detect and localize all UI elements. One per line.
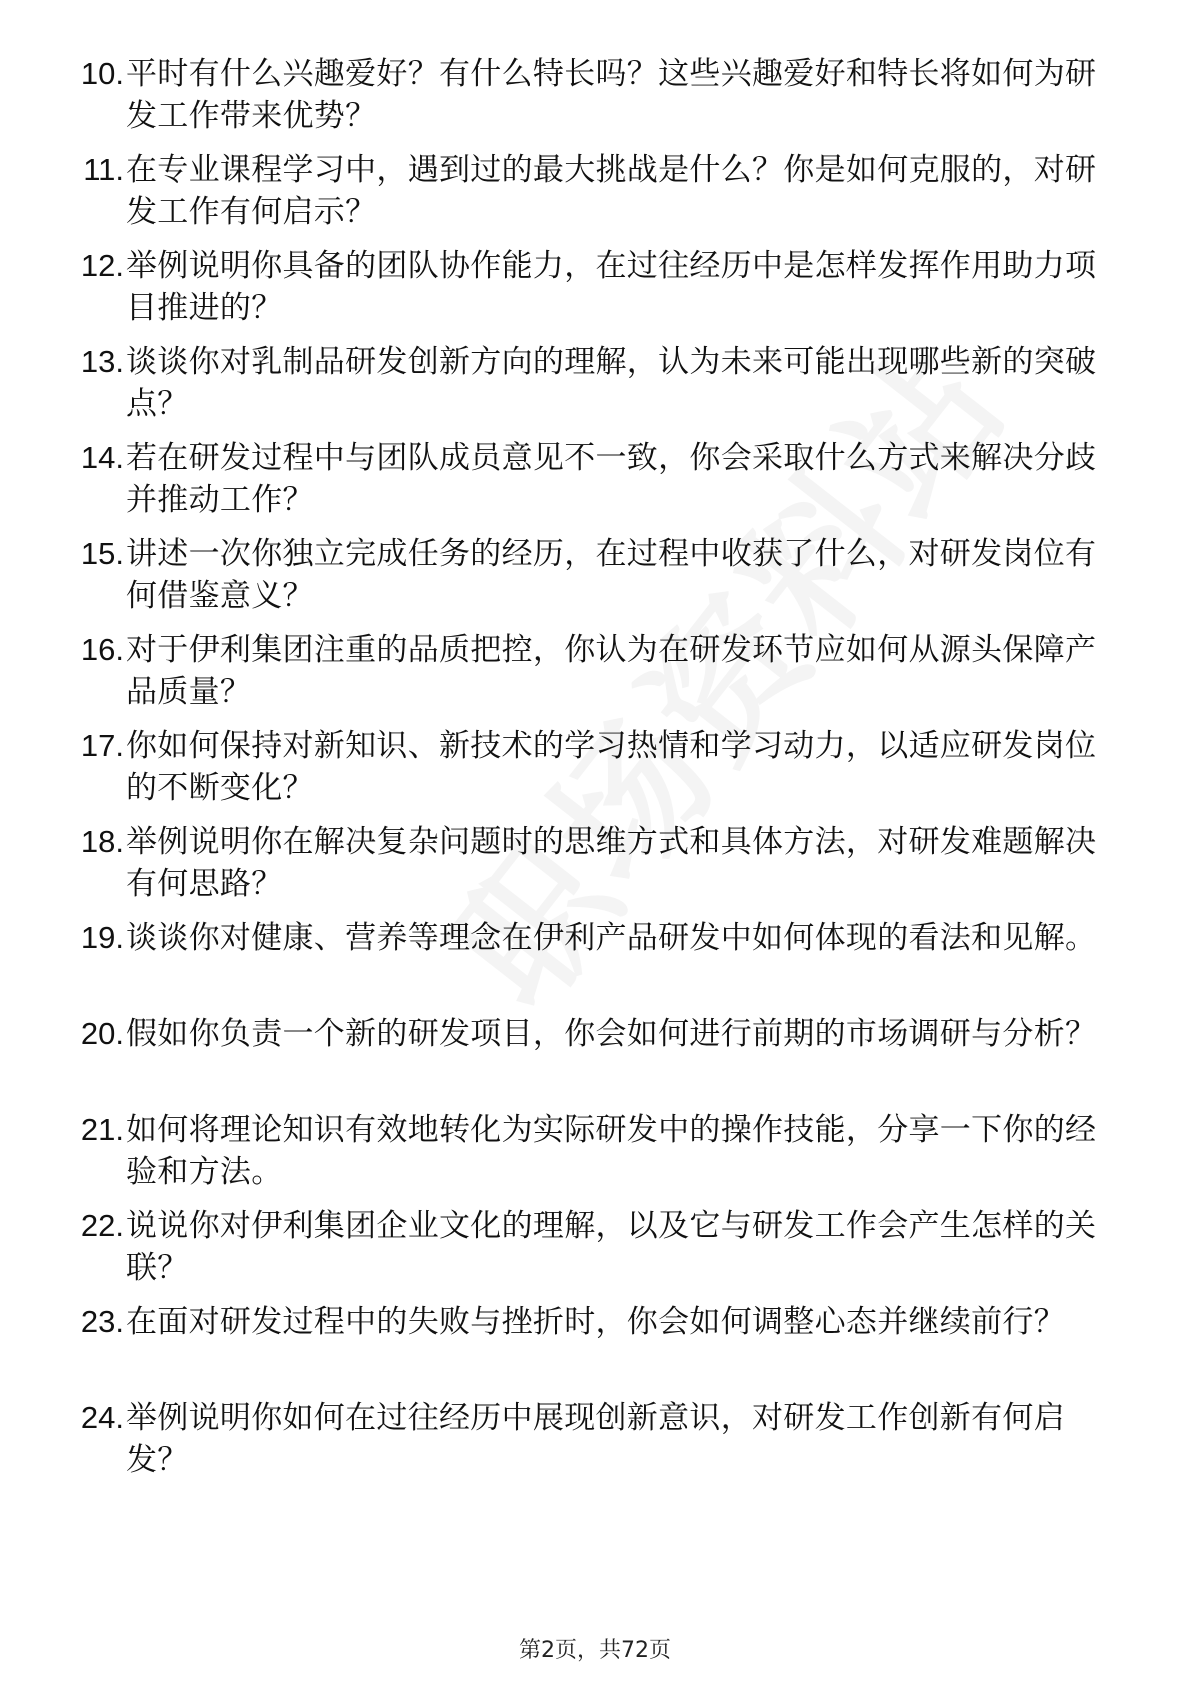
- question-text: 对于伊利集团注重的品质把控，你认为在研发环节应如何从源头保障产品质量？: [126, 632, 1097, 710]
- question-number: 22.: [80, 1208, 124, 1243]
- question-text: 你如何保持对新知识、新技术的学习热情和学习动力，以适应研发岗位的不断变化？: [126, 728, 1097, 806]
- question-text: 举例说明你具备的团队协作能力，在过往经历中是怎样发挥作用助力项目推进的？: [126, 248, 1097, 326]
- question-text: 讲述一次你独立完成任务的经历，在过程中收获了什么，对研发岗位有何借鉴意义？: [126, 536, 1097, 614]
- question-text: 在面对研发过程中的失败与挫折时，你会如何调整心态并继续前行？: [126, 1304, 1065, 1340]
- question-number: 14.: [80, 440, 124, 475]
- question-text: 谈谈你对乳制品研发创新方向的理解，认为未来可能出现哪些新的突破点？: [126, 344, 1097, 422]
- question-text: 说说你对伊利集团企业文化的理解，以及它与研发工作会产生怎样的关联？: [126, 1208, 1097, 1286]
- question-number: 18.: [80, 824, 124, 859]
- question-text: 在专业课程学习中，遇到过的最大挑战是什么？你是如何克服的，对研发工作有何启示？: [126, 152, 1097, 230]
- question-number: 21.: [80, 1112, 124, 1147]
- question-text: 如何将理论知识有效地转化为实际研发中的操作技能，分享一下你的经验和方法。: [126, 1112, 1097, 1190]
- question-number: 24.: [80, 1400, 124, 1435]
- page-footer: 第2页，共72页: [519, 1638, 671, 1663]
- question-number: 11.: [83, 152, 124, 187]
- question-text: 举例说明你如何在过往经历中展现创新意识，对研发工作创新有何启发？: [126, 1400, 1065, 1478]
- question-text: 假如你负责一个新的研发项目，你会如何进行前期的市场调研与分析？: [126, 1016, 1097, 1052]
- question-number: 15.: [80, 536, 124, 571]
- question-text: 若在研发过程中与团队成员意见不一致，你会采取什么方式来解决分歧并推动工作？: [126, 440, 1097, 518]
- question-text: 举例说明你在解决复杂问题时的思维方式和具体方法，对研发难题解决有何思路？: [126, 824, 1097, 902]
- question-number: 20.: [80, 1016, 124, 1051]
- question-number: 17.: [80, 728, 124, 763]
- question-text: 平时有什么兴趣爱好？有什么特长吗？这些兴趣爱好和特长将如何为研发工作带来优势？: [126, 56, 1097, 134]
- question-number: 19.: [80, 920, 124, 955]
- question-number: 23.: [80, 1304, 124, 1339]
- question-number: 12.: [80, 248, 124, 283]
- question-text: 谈谈你对健康、营养等理念在伊利产品研发中如何体现的看法和见解。: [126, 920, 1097, 956]
- question-number: 16.: [80, 632, 124, 667]
- question-number: 10.: [80, 56, 124, 91]
- question-number: 13.: [80, 344, 124, 379]
